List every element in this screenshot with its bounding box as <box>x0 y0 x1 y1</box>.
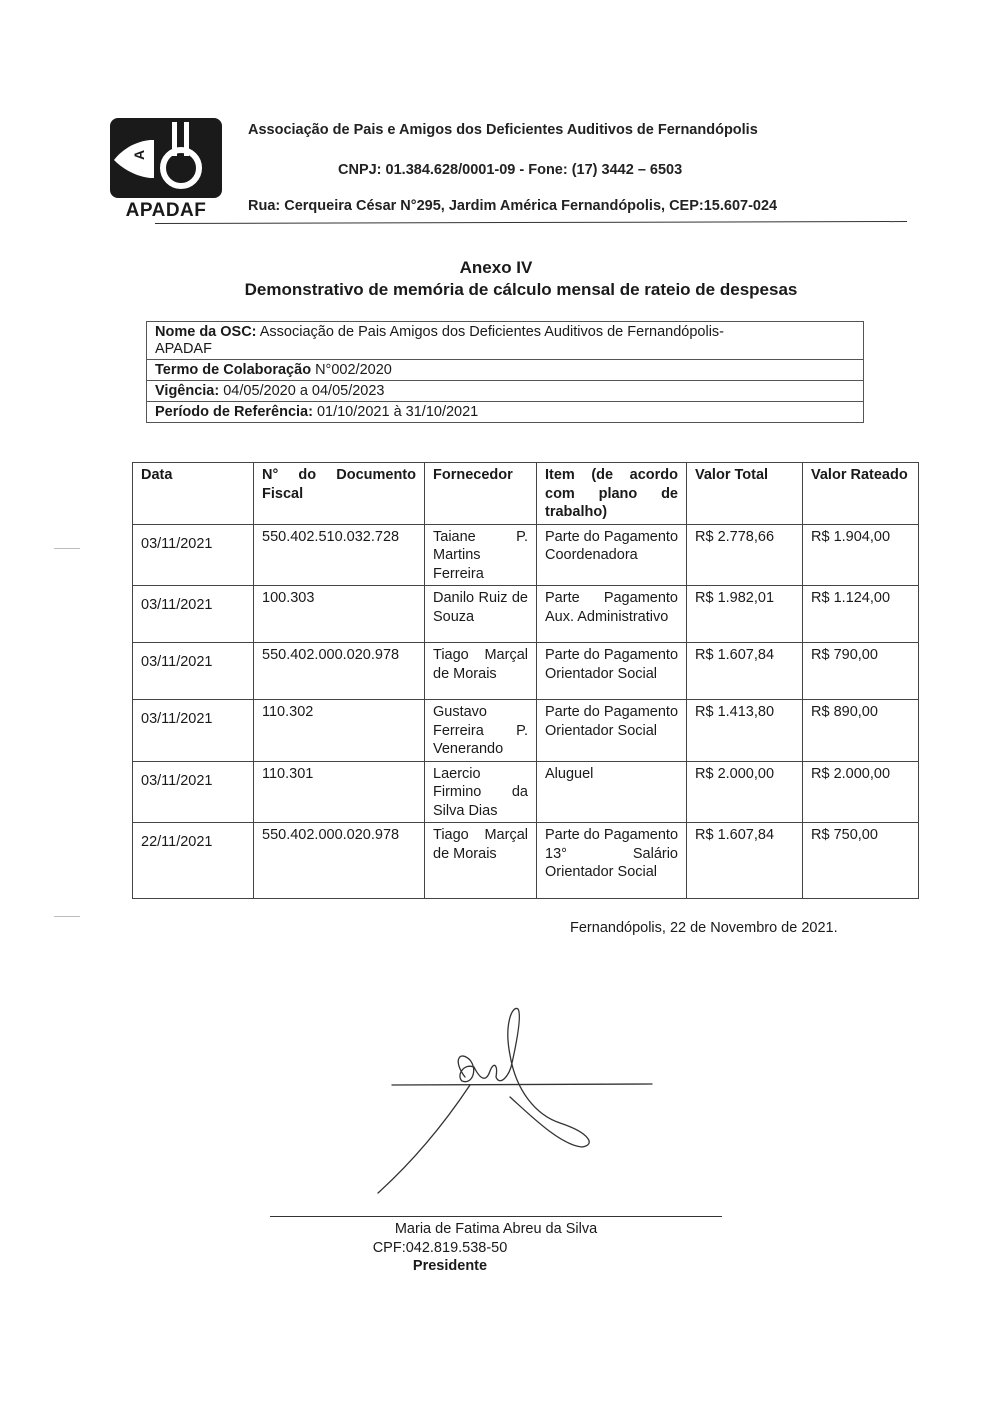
cell-valor-rateado: R$ 1.904,00 <box>803 524 919 586</box>
cell-data: 03/11/2021 <box>133 643 254 700</box>
annex-title: Anexo IV <box>459 258 533 277</box>
header-item: Item (de acordo com plano de trabalho) <box>537 463 687 525</box>
periodo-value: 01/10/2021 à 31/10/2021 <box>312 404 479 420</box>
periodo-label: Período de Referência: <box>155 404 313 420</box>
cell-valor-rateado: R$ 790,00 <box>803 643 919 700</box>
cell-item: Parte do Pagamento Orientador Social <box>537 643 687 700</box>
cell-data: 03/11/2021 <box>133 524 254 586</box>
table-row <box>133 823 919 899</box>
cell-documento: 100.303 <box>254 586 425 643</box>
document-title: Demonstrativo de memória de cálculo mensal de rateio de despesas <box>244 280 798 299</box>
termo-label: Termo de Colaboração <box>155 362 312 378</box>
expense-table <box>132 462 919 899</box>
cell-fornecedor: Gustavo Ferreira P. Venerando <box>425 700 537 762</box>
apadaf-logo <box>106 118 226 222</box>
header-documento: N° do Documento Fiscal <box>254 463 425 525</box>
cell-item: Aluguel <box>537 761 687 823</box>
table-header-row <box>133 463 919 525</box>
cell-fornecedor: Tiago Marçal de Morais <box>425 823 537 899</box>
cell-valor-total: R$ 2.000,00 <box>687 761 803 823</box>
handwritten-signature <box>360 1005 680 1210</box>
cell-documento: 110.301 <box>254 761 425 823</box>
cell-fornecedor: Tiago Marçal de Morais <box>425 643 537 700</box>
cell-item: Parte do Pagamento Coordenadora <box>537 524 687 586</box>
cell-valor-total: R$ 1.607,84 <box>687 643 803 700</box>
cell-fornecedor: Taiane P. Martins Ferreira <box>425 524 537 586</box>
cell-item: Parte do Pagamento Orientador Social <box>537 700 687 762</box>
header-valor-total: Valor Total <box>687 463 803 525</box>
vigencia-label: Vigência: <box>155 383 220 399</box>
header-divider <box>155 221 907 224</box>
cell-documento: 550.402.000.020.978 <box>254 643 425 700</box>
cell-data: 03/11/2021 <box>133 761 254 823</box>
org-cnpj-phone: CNPJ: 01.384.628/0001-09 - Fone: (17) 3442 – 6503 <box>338 162 683 178</box>
header-fornecedor: Fornecedor <box>425 463 537 525</box>
cell-valor-total: R$ 1.413,80 <box>687 700 803 762</box>
termo-value: N°002/2020 <box>311 362 392 378</box>
signer-role: Presidente <box>412 1258 488 1274</box>
vigencia-row <box>147 381 864 402</box>
cell-item: Parte Pagamento Aux. Administrativo <box>537 586 687 643</box>
cell-valor-total: R$ 1.982,01 <box>687 586 803 643</box>
cell-documento: 110.302 <box>254 700 425 762</box>
place-date: Fernandópolis, 22 de Novembro de 2021. <box>570 920 838 936</box>
org-name: Associação de Pais e Amigos dos Deficientes Auditivos de Fernandópolis <box>248 122 758 138</box>
cell-data: 03/11/2021 <box>133 586 254 643</box>
signer-name: Maria de Fatima Abreu da Silva <box>394 1221 598 1237</box>
osc-info-box <box>146 321 864 423</box>
org-address: Rua: Cerqueira César N°295, Jardim América Fernandópolis, CEP:15.607-024 <box>248 198 778 214</box>
cell-documento: 550.402.510.032.728 <box>254 524 425 586</box>
scan-mark <box>54 548 80 549</box>
ear-emblem-icon <box>110 118 222 198</box>
signature-line <box>270 1216 722 1217</box>
logo-wordmark: APADAF <box>125 200 207 221</box>
cell-data: 22/11/2021 <box>133 823 254 899</box>
header-valor-rateado: Valor Rateado <box>803 463 919 525</box>
osc-name-row <box>147 322 864 360</box>
signer-cpf: CPF:042.819.538-50 <box>372 1240 508 1256</box>
periodo-row <box>147 402 864 423</box>
scan-mark <box>54 916 80 917</box>
cell-valor-total: R$ 1.607,84 <box>687 823 803 899</box>
cell-valor-rateado: R$ 890,00 <box>803 700 919 762</box>
osc-name-value-cont: APADAF <box>155 341 212 357</box>
header-data: Data <box>133 463 254 525</box>
cell-valor-rateado: R$ 750,00 <box>803 823 919 899</box>
svg-text:A: A <box>131 149 147 160</box>
cell-fornecedor: Laercio Firmino da Silva Dias <box>425 761 537 823</box>
cell-documento: 550.402.000.020.978 <box>254 823 425 899</box>
vigencia-value: 04/05/2020 a 04/05/2023 <box>219 383 385 399</box>
table-row <box>133 761 919 823</box>
cell-data: 03/11/2021 <box>133 700 254 762</box>
cell-valor-total: R$ 2.778,66 <box>687 524 803 586</box>
table-row <box>133 524 919 586</box>
table-row <box>133 643 919 700</box>
logo-emblem <box>110 118 222 198</box>
termo-row <box>147 360 864 381</box>
osc-name-value: Associação de Pais Amigos dos Deficientes Auditivos de Fernandópolis- <box>256 324 724 340</box>
cell-valor-rateado: R$ 1.124,00 <box>803 586 919 643</box>
table-row <box>133 700 919 762</box>
cell-fornecedor: Danilo Ruiz de Souza <box>425 586 537 643</box>
osc-name-label: Nome da OSC: <box>155 324 257 340</box>
table-row <box>133 586 919 643</box>
cell-item: Parte do Pagamento 13° Salário Orientador Social <box>537 823 687 899</box>
cell-valor-rateado: R$ 2.000,00 <box>803 761 919 823</box>
